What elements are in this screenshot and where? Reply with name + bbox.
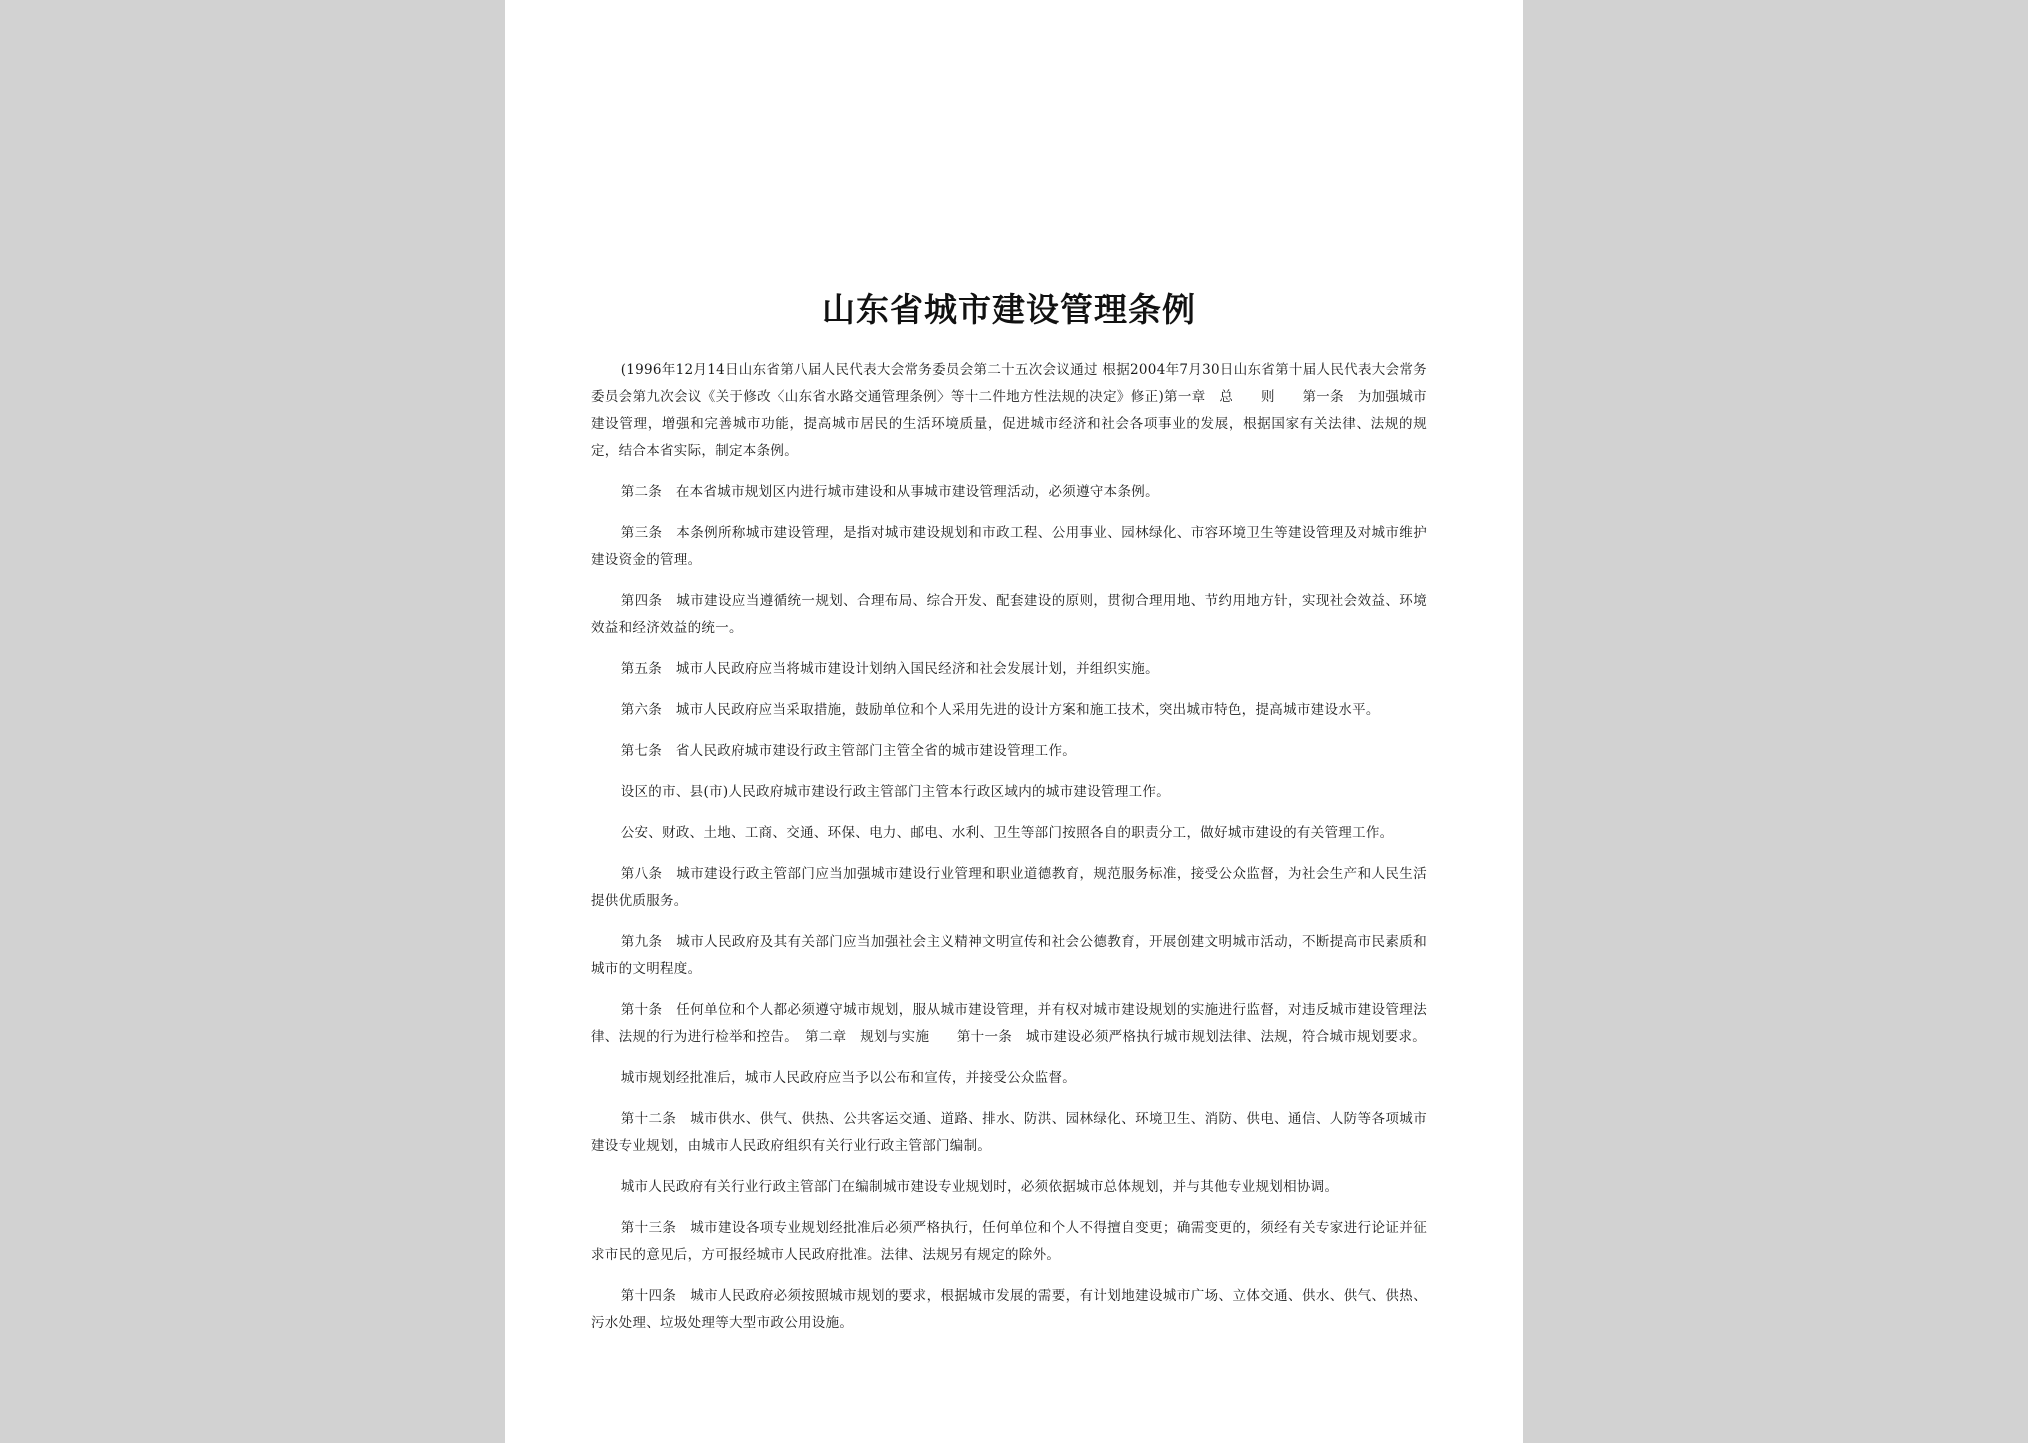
document-page — [505, 0, 1523, 1443]
paragraph-article-10-11: 第十条 任何单位和个人都必须遵守城市规划，服从城市建设管理，并有权对城市建设规划的实施进行监督，对违反城市建设管理法律、法规的行为进行检举和控告。 第二章 规划与实施 第十一条 城市建设必须严格执行城市规划法律、法规，符合城市规划要求。 — [591, 1002, 1427, 1045]
paragraph-article-13: 第十三条 城市建设各项专业规划经批准后必须严格执行，任何单位和个人不得擅自变更；确需变更的，须经有关专家进行论证并征求市民的意见后，方可报经城市人民政府批准。法律、法规另有规定的除外。 — [591, 1220, 1427, 1263]
paragraph-article-6: 第六条 城市人民政府应当采取措施，鼓励单位和个人采用先进的设计方案和施工技术，突出城市特色，提高城市建设水平。 — [620, 702, 1380, 718]
paragraph-article-4: 第四条 城市建设应当遵循统一规划、合理布局、综合开发、配套建设的原则，贯彻合理用地、节约用地方针，实现社会效益、环境效益和经济效益的统一。 — [591, 593, 1427, 636]
paragraph-preamble-article-1: (1996年12月14日山东省第八届人民代表大会常务委员会第二十五次会议通过 根据2004年7月30日山东省第十届人民代表大会常务委员会第九次会议《关于修改〈山东省水路交通管理条例〉等十二件地方性法规的决定》修正)第一章 总 则 第一条 为加强城市建设管理，增强和完善城市功能，提高城市居民的生活环境质量，促进城市经济和社会各项事业的发展，根据国家有关法律、法规的规定，结合本省实际，制定本条例。 — [591, 362, 1427, 459]
paragraph-article-11-clause-2: 城市规划经批准后，城市人民政府应当予以公布和宣传，并接受公众监督。 — [620, 1070, 1077, 1086]
paragraph-article-5: 第五条 城市人民政府应当将城市建设计划纳入国民经济和社会发展计划，并组织实施。 — [620, 661, 1159, 677]
paragraph-article-14: 第十四条 城市人民政府必须按照城市规划的要求，根据城市发展的需要，有计划地建设城市广场、立体交通、供水、供气、供热、污水处理、垃圾处理等大型市政公用设施。 — [591, 1288, 1427, 1331]
paragraph-article-7-clause-2: 设区的市、县(市)人民政府城市建设行政主管部门主管本行政区域内的城市建设管理工作。 — [620, 784, 1171, 800]
paragraph-article-8: 第八条 城市建设行政主管部门应当加强城市建设行业管理和职业道德教育，规范服务标准，接受公众监督，为社会生产和人民生活提供优质服务。 — [591, 866, 1427, 909]
document-title: 山东省城市建设管理条例 — [822, 290, 1196, 329]
paragraph-article-3: 第三条 本条例所称城市建设管理，是指对城市建设规划和市政工程、公用事业、园林绿化、市容环境卫生等建设管理及对城市维护建设资金的管理。 — [591, 525, 1427, 568]
paragraph-article-12: 第十二条 城市供水、供气、供热、公共客运交通、道路、排水、防洪、园林绿化、环境卫生、消防、供电、通信、人防等各项城市建设专业规划，由城市人民政府组织有关行业行政主管部门编制。 — [591, 1111, 1427, 1154]
paragraph-article-12-clause-2: 城市人民政府有关行业行政主管部门在编制城市建设专业规划时，必须依据城市总体规划，并与其他专业规划相协调。 — [620, 1179, 1339, 1195]
paragraph-article-9: 第九条 城市人民政府及其有关部门应当加强社会主义精神文明宣传和社会公德教育，开展创建文明城市活动，不断提高市民素质和城市的文明程度。 — [591, 934, 1427, 977]
paragraph-article-7-clause-3: 公安、财政、土地、工商、交通、环保、电力、邮电、水利、卫生等部门按照各自的职责分工，做好城市建设的有关管理工作。 — [620, 825, 1394, 841]
paragraph-article-2: 第二条 在本省城市规划区内进行城市建设和从事城市建设管理活动，必须遵守本条例。 — [620, 484, 1159, 500]
paragraph-article-7: 第七条 省人民政府城市建设行政主管部门主管全省的城市建设管理工作。 — [620, 743, 1077, 759]
